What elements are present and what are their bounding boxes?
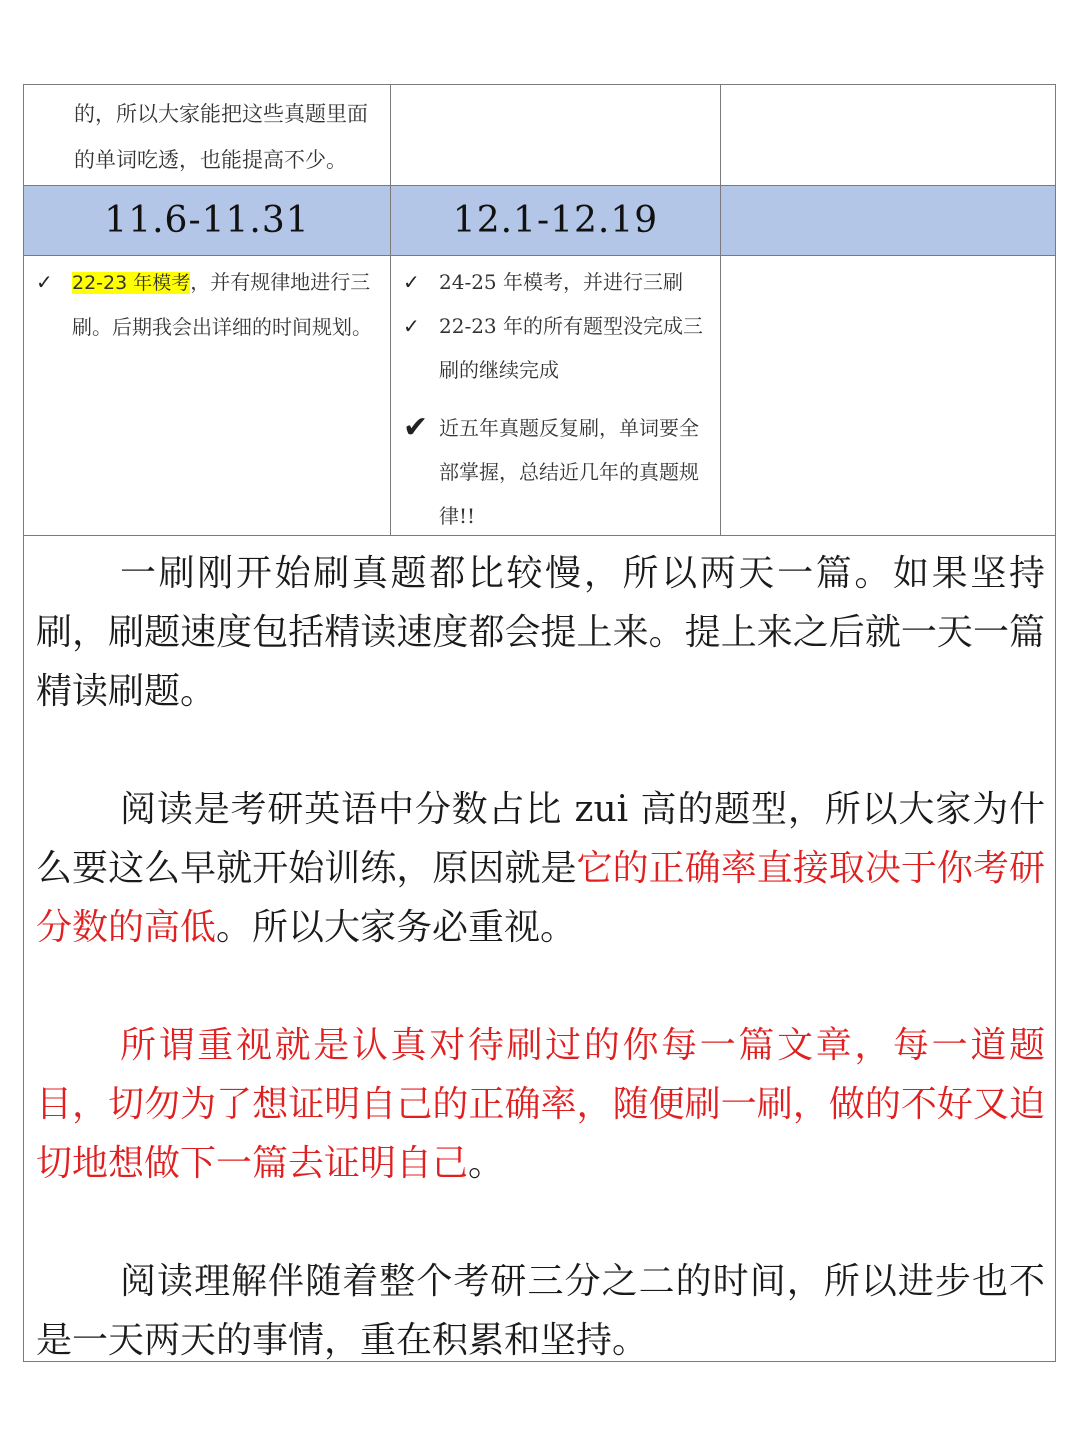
emphasis-text: 它的正确率直接取决于你考研分数的高低 <box>36 848 1045 948</box>
date-range-1: 11.6-11.31 <box>104 200 310 241</box>
paragraph: 一刷刚开始刷真题都比较慢，所以两天一篇。如果坚持刷，刷题速度包括精读速度都会提上来。提上来之后就一天一篇精读刷题。 <box>36 553 1045 712</box>
item-text: 近五年真题反复刷，单词要全部掌握，总结近几年的真题规律!! <box>439 416 699 528</box>
table-cell <box>24 85 391 185</box>
paragraph: 阅读是考研英语中分数占比 zui 高的题型，所以大家为什么要这么早就开始训练，原因就是它的正确率直接取决于你考研分数的高低。所以大家务必重视。 <box>36 789 1045 948</box>
table-cell <box>391 256 721 535</box>
item-text: 22-23 年的所有题型没完成三刷的继续完成 <box>439 314 704 382</box>
checkmark-icon: ✓ <box>403 314 420 338</box>
table-cell <box>24 256 391 535</box>
paragraph: 阅读理解伴随着整个考研三分之二的时间，所以进步也不是一天两天的事情，重在积累和坚持。 <box>36 1261 1045 1361</box>
table-cell <box>721 256 1055 535</box>
checklist-item <box>399 406 712 538</box>
table-cell <box>391 186 721 255</box>
checklist-item <box>399 260 712 304</box>
table-cell <box>721 186 1055 255</box>
checklist-item <box>32 260 382 349</box>
date-range-2: 12.1-12.19 <box>452 200 659 241</box>
emphasis-text: 所谓重视就是认真对待刷过的你每一篇文章，每一道题目，切勿为了想证明自己的正确率，随便刷一刷，做的不好又迫切地想做下一篇去证明自己 <box>36 1025 1045 1184</box>
highlighted-text: 22-23 年模考 <box>72 272 191 294</box>
date-header-row <box>24 185 1055 255</box>
table-cell <box>721 85 1055 185</box>
checklist-item <box>399 304 712 392</box>
checkmark-icon: ✓ <box>36 270 53 294</box>
paragraph: 所谓重视就是认真对待刷过的你每一篇文章，每一道题目，切勿为了想证明自己的正确率，随便刷一刷，做的不好又迫切地想做下一篇去证明自己。 <box>36 1025 1045 1184</box>
cell-text: 的，所以大家能把这些真题里面的单词吃透，也能提高不少。 <box>74 102 368 172</box>
checkmark-icon: ✔ <box>403 410 429 445</box>
item-text: ，并有规律地进行三刷。后期我会出详细的时间规划。 <box>72 270 372 339</box>
body-text-area <box>23 536 1056 1362</box>
table-row <box>24 85 1055 185</box>
table-cell <box>24 186 391 255</box>
study-plan-table <box>23 84 1056 536</box>
item-text: 24-25 年模考，并进行三刷 <box>439 270 684 294</box>
table-row <box>24 255 1055 535</box>
table-cell <box>391 85 721 185</box>
checkmark-icon: ✓ <box>403 270 420 294</box>
